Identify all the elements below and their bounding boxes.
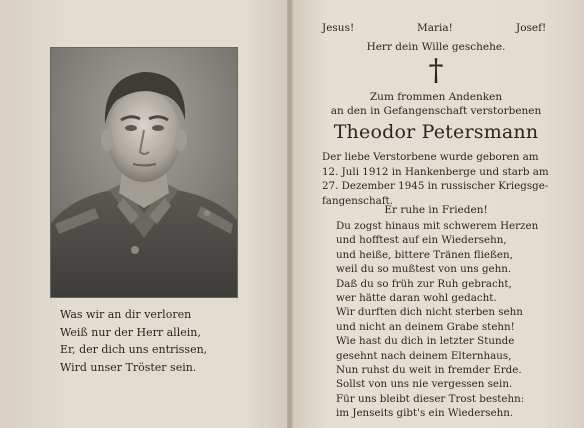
invocation-maria: Maria! (417, 22, 453, 34)
poem-line: und hofftest auf ein Wiedersehn, (336, 234, 507, 247)
card-fold (287, 0, 293, 428)
poem-line: Wir durften dich nicht sterben sehn (336, 306, 523, 319)
poem-line: weil du so mußtest von uns gehn. (336, 263, 512, 276)
portrait-photo (51, 48, 237, 297)
cross-icon: † (428, 53, 444, 88)
invocations-row (320, 22, 550, 38)
poem-line: wer hätte daran wohl gedacht. (336, 292, 497, 305)
biography-line: Der liebe Verstorbene wurde geboren am (322, 151, 539, 163)
biography (322, 150, 550, 208)
poem-line: gesehnt nach deinem Elternhaus, (336, 349, 512, 362)
poem (336, 219, 546, 421)
poem-line: und heiße, bittere Tränen fließen, (336, 248, 513, 261)
poem-line: Wie hast du dich in letzter Stunde (336, 335, 515, 348)
poem-line: und nicht an deinem Grabe stehn! (336, 320, 515, 333)
invocation-jesus: Jesus! (322, 22, 355, 34)
rest-in-peace: Er ruhe in Frieden! (384, 204, 488, 216)
portrait-illustration (51, 48, 237, 297)
deceased-name: Theodor Petersmann (333, 121, 539, 143)
left-verse-line: Er, der dich uns entrissen, (60, 343, 208, 356)
prayer-line: Herr dein Wille geschehe. (366, 41, 506, 53)
left-verse-line: Was wir an dir verloren (60, 308, 192, 321)
left-verse-line: Weiß nur der Herr allein, (60, 325, 201, 339)
memorial-line: Zum frommen Andenken (369, 91, 503, 103)
poem-line: Für uns bleibt dieser Trost bestehn: (336, 392, 525, 405)
poem-line: Nun ruhst du weit in fremder Erde. (336, 364, 522, 377)
biography-line: 12. Juli 1912 in Hankenberge und starb am (322, 165, 549, 178)
biography-line: 27. Dezember 1945 in russischer Kriegsge- (322, 180, 549, 192)
memorial-line: an den in Gefangenschaft verstorbenen (330, 105, 542, 117)
left-verse (60, 306, 230, 376)
biography-line: fangenschaft. (322, 194, 393, 207)
poem-line: Sollst von uns nie vergessen sein. (336, 378, 513, 391)
poem-line: Daß du so früh zur Ruh gebracht, (336, 277, 512, 290)
poem-line: Du zogst hinaus mit schwerem Herzen (336, 220, 539, 232)
invocation-josef: Josef! (516, 22, 547, 34)
left-verse-line: Wird unser Tröster sein. (60, 360, 197, 374)
poem-line: im Jenseits gibt's ein Wiedersehn. (336, 407, 514, 420)
